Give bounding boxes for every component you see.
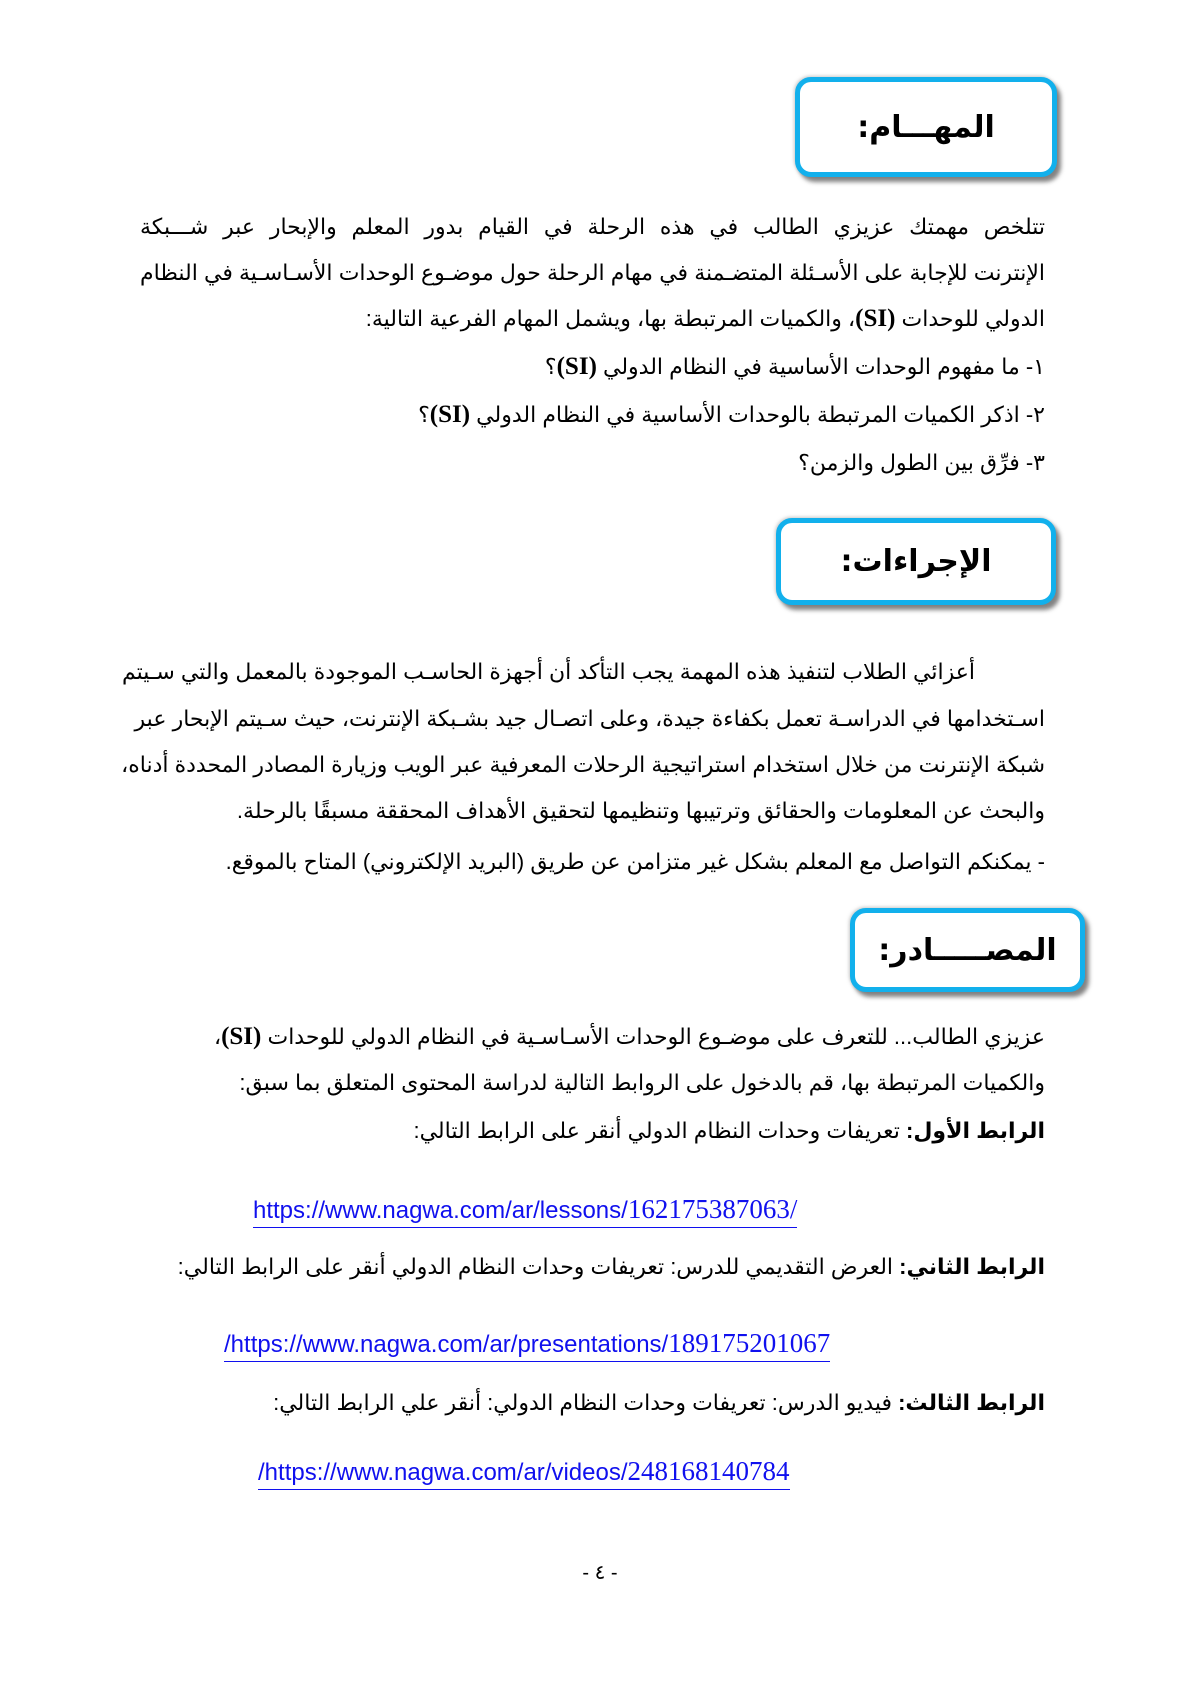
tasks-paragraph-line-1 [140,212,1045,242]
tasks-paragraph-line-2 [140,258,1045,288]
tasks-heading-box [795,77,1057,177]
procedures-text: أعزائي الطلاب لتنفيذ هذه المهمة يجب التأكد أن أجهزة الحاسـب الموجودة بالمعمل والتي سـيتم [121,659,975,684]
contact-note: - يمكنكم التواصل مع المعلم بشكل غير متزامن عن طريق (البريد الإلكتروني) المتاح بالموقع. [225,849,1045,874]
page-number: - ٤ - [582,1562,618,1584]
sources-text: والكميات المرتبطة بها، قم بالدخول على الروابط التالية لدراسة المحتوى المتعلق بما سبق: [239,1070,1045,1095]
url-number: 248168140784 [627,1456,790,1486]
procedures-line-4 [237,796,1045,826]
url-number: 189175201067 [668,1328,831,1358]
subtask-2 [418,400,1045,430]
procedures-line-1 [121,657,975,687]
procedures-line-2 [134,704,1045,734]
sources-heading: المصـــــادر: [878,932,1057,968]
sources-intro-line-2 [239,1068,1045,1098]
procedures-line-3 [121,750,1045,780]
procedures-heading: الإجراءات: [840,544,992,579]
tasks-text: تتلخص مهمتك عزيزي الطالب في هذه الرحلة في القيام بدور المعلم والإبحار عبر شـــبكة [140,214,1045,239]
link-label-text: العرض التقديمي للدرس: تعريفات وحدات النظام الدولي أنقر على الرابط التالي: [177,1254,900,1279]
url-text: https://www.nagwa.com/ar/videos/ [264,1459,628,1486]
url-prefix: / [258,1459,265,1486]
link-label-text: فيديو الدرس: تعريفات وحدات النظام الدولي: أنقر علي الرابط التالي: [273,1390,899,1415]
tasks-text: الإنترنت للإجابة على الأسـئلة المتضـمنة في مهام الرحلة حول موضـوع الوحدات الأسـاسـية في النظام [140,260,1045,285]
si-abbrev: (SI) [221,1023,262,1050]
procedures-text: شبكة الإنترنت من خلال استخدام استراتيجية الرحلات المعرفية عبر الويب وزيارة المصادر المحددة أدناه، [121,752,1045,777]
sources-heading-box [850,908,1085,992]
tasks-paragraph-line-3 [366,304,1045,334]
subtask-3 [798,448,1045,478]
link-1-label [413,1116,1045,1146]
tasks-text: ، والكميات المرتبطة بها، ويشمل المهام الفرعية التالية: [365,306,856,331]
procedures-text: والبحث عن المعلومات والحقائق وترتيبها وتنظيمها لتحقيق الأهداف المحققة مسبقًا بالرحلة. [236,798,1045,823]
link-3-url[interactable] [258,1456,790,1490]
sources-text: ، [213,1024,222,1049]
link-label-bold: الرابط الثالث: [898,1390,1045,1415]
link-3-label [273,1388,1045,1418]
subtask-text: ١- ما مفهوم الوحدات الأساسية في النظام الدولي [596,354,1045,379]
link-1-url[interactable] [253,1194,797,1228]
subtask-text: ؟ [418,402,430,427]
si-abbrev: (SI) [855,305,896,332]
link-label-bold: الرابط الثاني: [899,1254,1045,1279]
link-2-url[interactable] [224,1328,830,1362]
si-abbrev: (SI) [556,353,597,380]
subtask-1 [545,352,1045,382]
si-abbrev: (SI) [429,401,471,428]
subtask-text: ٣- فرِّق بين الطول والزمن؟ [798,450,1045,475]
url-number: 162175387063/ [627,1194,798,1224]
tasks-heading: المهـــام: [857,109,995,145]
procedures-text: اسـتخدامها في الدراسـة تعمل بكفاءة جيدة، وعلى اتصـال جيد بشـبكة الإنترنت، حيث سـيتم الإبحار عبر [134,706,1045,731]
link-2-label [178,1252,1045,1282]
url-text: https://www.nagwa.com/ar/lessons/ [253,1197,628,1224]
link-label-text: تعريفات وحدات النظام الدولي أنقر على الرابط التالي: [413,1118,907,1143]
sources-text: عزيزي الطالب... للتعرف على موضـوع الوحدات الأسـاسـية في النظام الدولي للوحدات [261,1024,1045,1049]
procedures-note [226,847,1045,877]
procedures-heading-box [776,518,1056,605]
subtask-text: ٢- اذكر الكميات المرتبطة بالوحدات الأساسية في النظام الدولي [470,402,1045,427]
tasks-text: الدولي للوحدات [895,306,1045,331]
subtask-text: ؟ [544,354,557,379]
url-text: https://www.nagwa.com/ar/presentations/ [230,1331,669,1358]
url-prefix: / [224,1331,231,1358]
sources-intro-line-1 [214,1022,1045,1052]
link-label-bold: الرابط الأول: [906,1118,1045,1143]
